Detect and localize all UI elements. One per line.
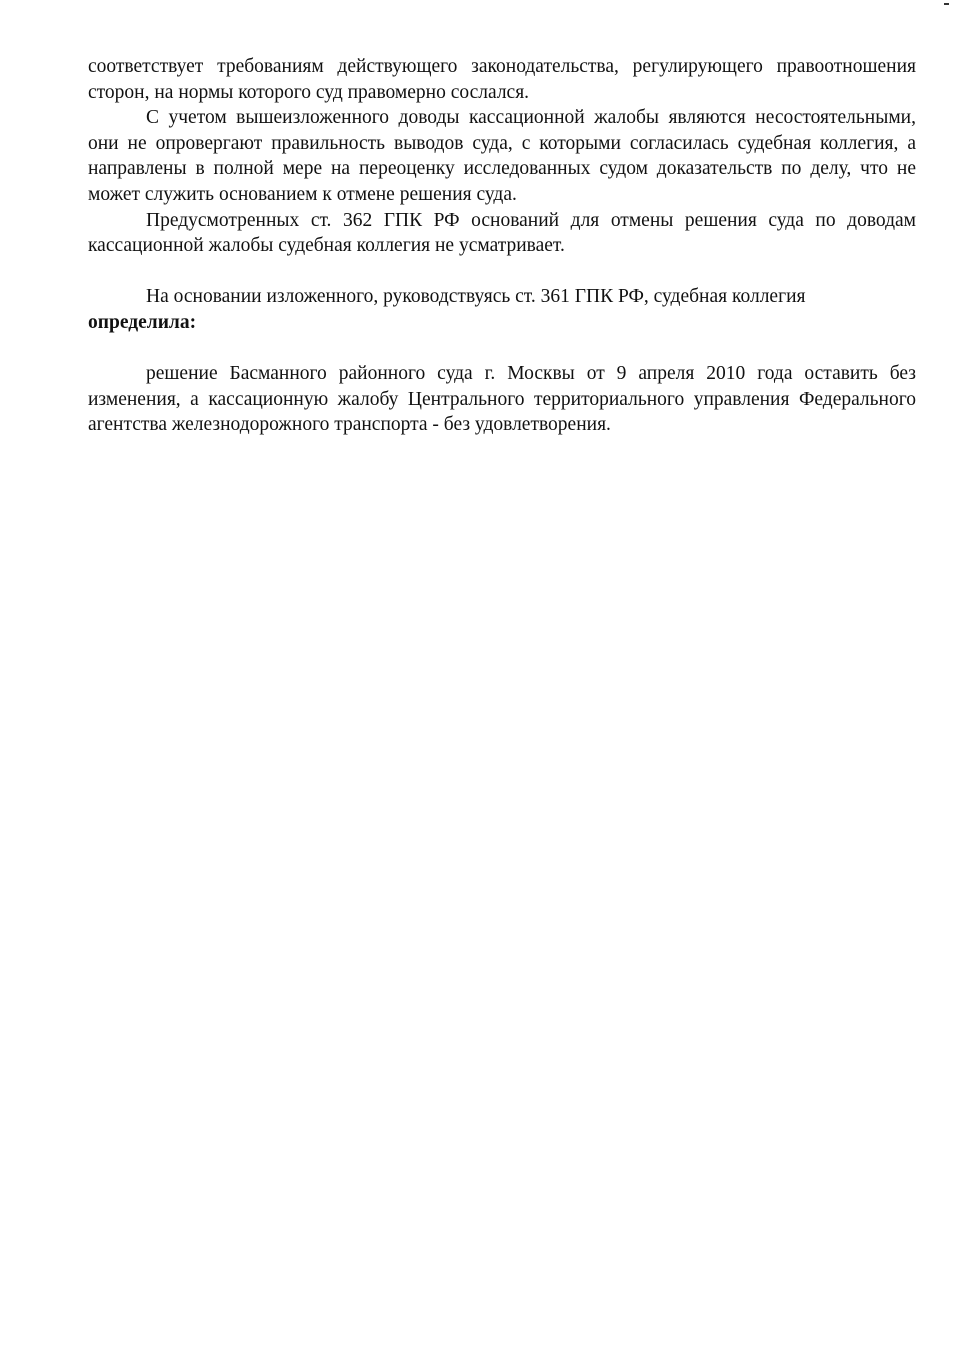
document-body [88,54,916,438]
paragraph-grounds: Предусмотренных ст. 362 ГПК РФ оснований для отмены решения суда по доводам кассационной жалобы судебная коллегия не усматривает. [88,209,916,257]
paragraph-basis: На основании изложенного, руководствуясь ст. 361 ГПК РФ, судебная коллегия [146,286,806,308]
ruling-heading: определила: [88,311,197,333]
paragraph-decision: решение Басманного районного суда г. Москвы от 9 апреля 2010 года оставить без изменения, а кассационную жалобу Центрального территориального управления Федерального агентства железнодорожного транспорта - без удовлетворения. [88,363,916,436]
paragraph-continuation: соответствует требованиям действующего законодательства, регулирующего правоотношения сторон, на нормы которого суд правомерно сослался. [88,56,916,103]
paragraph-arguments: С учетом вышеизложенного доводы кассационной жалобы являются несостоятельными, они не опровергают правильность выводов суда, с которыми согласилась судебная коллегия, а направлены в полной мере на переоценку исследованных судом доказательств по делу, что не может служить основанием к отмене решения суда. [88,107,916,205]
scan-mark [944,3,949,5]
